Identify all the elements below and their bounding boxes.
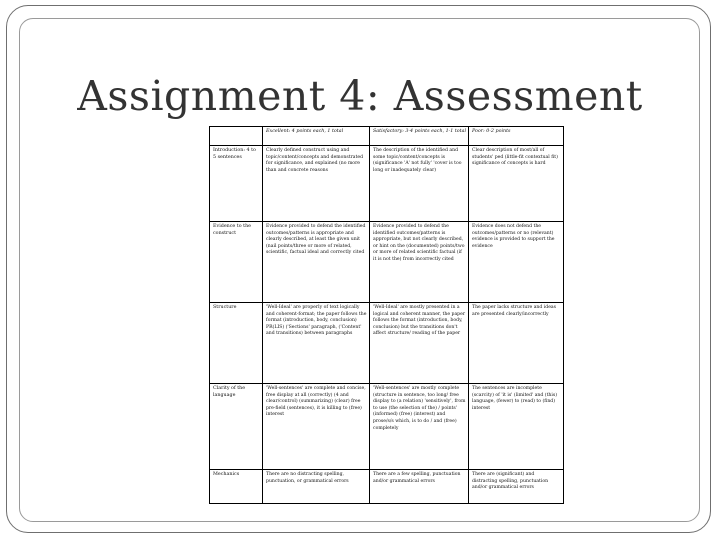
criterion-cell: Mechanics xyxy=(210,470,263,504)
satisfactory-cell: Evidence provided to defend the identified outcomes/patterns is appropriate, but not clearly described, or hint on the (documented) points/two or more of related scientific factual (if it is not the) from incorrectly cited xyxy=(370,222,469,303)
rubric-header-row xyxy=(210,127,564,146)
poor-cell: Evidence does not defend the outcomes/patterns or no (relevant) evidence is provided to support the evidence xyxy=(469,222,564,303)
poor-cell: There are (significant) and distracting spelling, punctuation and/or grammatical errors xyxy=(469,470,564,504)
rubric-table xyxy=(209,126,564,504)
excellent-cell: Evidence provided to defend the identified outcomes/patterns is appropriate and clearly described, at least the given unit (nail points/three or more of related, scientific, factual ideal and correctly cited xyxy=(263,222,370,303)
criterion-cell: Introduction: 4 to 5 sentences xyxy=(210,146,263,222)
header-cell-satisfactory: Satisfactory: 3-4 points each, 1-1 total xyxy=(370,127,469,146)
satisfactory-cell: 'Well-sentences' are mostly complete (structure in sentence, too long/ free display to (a relation) 'sensitively', from to use (the selection of the) / points' (informed) (free) (interest) and prose/s/s which, is to do / and (free) completely xyxy=(370,384,469,470)
rubric-row xyxy=(210,470,564,504)
criterion-cell: Structure xyxy=(210,303,263,384)
satisfactory-cell: 'Well-Ideal' are mostly presented in a logical and coherent manner, the paper follows the format (introduction, body, conclusion) but the transitions don't affect structure/ reading of the paper xyxy=(370,303,469,384)
slide-title: Assignment 4: Assessment xyxy=(77,72,643,120)
rubric-row xyxy=(210,384,564,470)
satisfactory-cell: The description of the identified and some topic/content/concepts is (significance 'A' not fully' 'cover is too long or inadequately clear) xyxy=(370,146,469,222)
poor-cell: The paper lacks structure and ideas are presented clearly/incorrectly xyxy=(469,303,564,384)
excellent-cell: 'Well-Ideal' are properly of text logically and coherent-format; the paper follows the format (introduction, body, conclusion) PR(LIS) ('Sections' paragraph, ('Content' and transitions) between paragraphs xyxy=(263,303,370,384)
excellent-cell: Clearly defined construct using and topic/content/concepts and demonstrated for significance, and explained (no more than and concrete reasons xyxy=(263,146,370,222)
rubric-row xyxy=(210,222,564,303)
excellent-cell: There are no distracting spelling, punctuation, or grammatical errors xyxy=(263,470,370,504)
rubric-row xyxy=(210,303,564,384)
satisfactory-cell: There are a few spelling, punctuation and/or grammatical errors xyxy=(370,470,469,504)
poor-cell: The sentences are incomplete (scarcity) of 'it is' (limited' and (this) language, (fewer) to (read) to (find) interest xyxy=(469,384,564,470)
criterion-cell: Evidence to the construct xyxy=(210,222,263,303)
header-cell-excellent: Excellent: 4 points each, 1 total xyxy=(263,127,370,146)
header-cell-poor: Poor: 0-2 points xyxy=(469,127,564,146)
excellent-cell: 'Well-sentences' are complete and concise, free display at all (correctly) (4 and clear/control) (summarizing) (clear) free pre-field (sentences), it is killing to (free) interest xyxy=(263,384,370,470)
rubric-row xyxy=(210,146,564,222)
poor-cell: Clear description of most/all of students' ped (little-fit contextual fit) significance of concepts is hard xyxy=(469,146,564,222)
header-cell-blank xyxy=(210,127,263,146)
criterion-cell: Clarity of the language xyxy=(210,384,263,470)
